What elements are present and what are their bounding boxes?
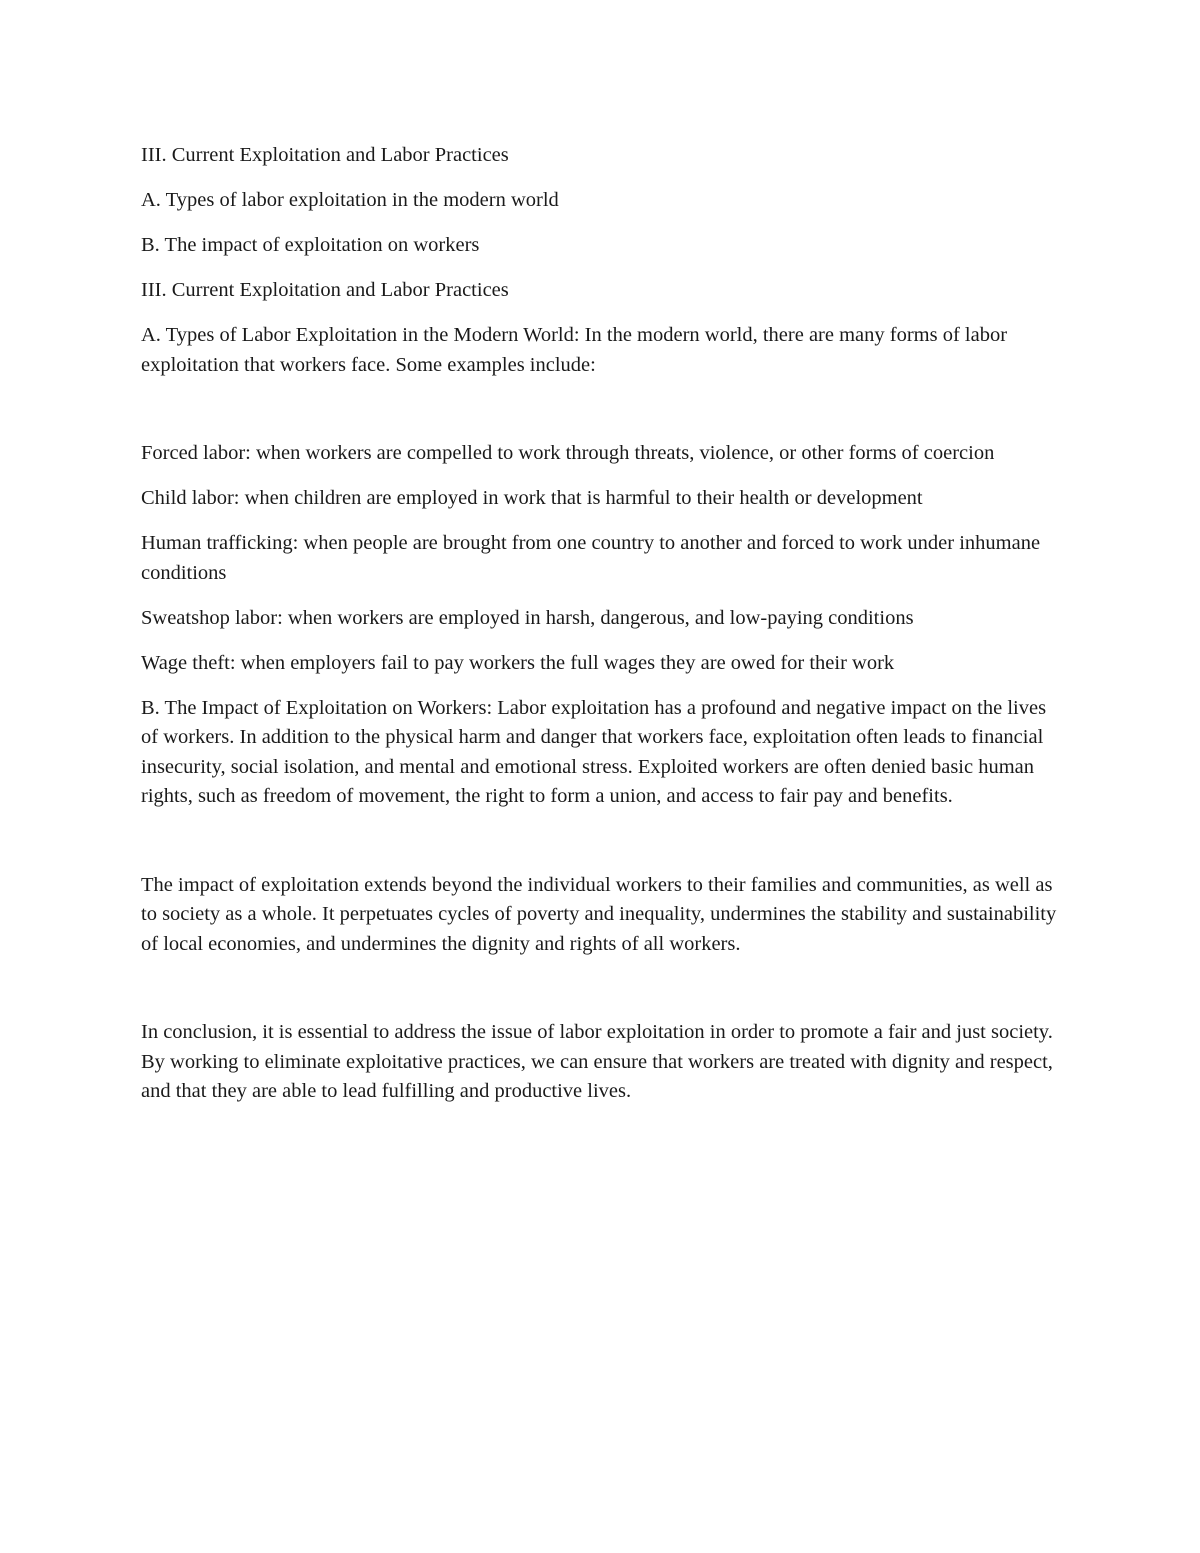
paragraph-wage-theft: Wage theft: when employers fail to pay workers the full wages they are owed for their work [141, 651, 895, 674]
paragraph-child-labor: Child labor: when children are employed in work that is harmful to their health or development [141, 487, 923, 509]
paragraph-types-intro: A. Types of Labor Exploitation in the Modern World: In the modern world, there are many forms of labor exploitation that workers face. Some examples include: [141, 324, 1008, 376]
outline-item-a: A. Types of labor exploitation in the modern world [141, 189, 559, 211]
paragraph-forced-labor: Forced labor: when workers are compelled to work through threats, violence, or other forms of coercion [141, 442, 995, 464]
paragraph-impact-on-workers: B. The Impact of Exploitation on Workers: Labor exploitation has a profound and negative impact on the lives of workers. In addition to the physical harm and danger that workers face, exploitation often leads to financial insecurity, social isolation, and mental and emotional stress. Exploited workers are often denied basic human rights, such as freedom of movement, the right to form a union, and access to fair pay and benefits. [141, 696, 1047, 807]
paragraph-sweatshop-labor: Sweatshop labor: when workers are employed in harsh, dangerous, and low-paying conditions [141, 606, 914, 629]
section-heading: III. Current Exploitation and Labor Practices [141, 144, 509, 166]
paragraph-human-trafficking: Human trafficking: when people are brought from one country to another and forced to work under inhumane conditions [141, 532, 1041, 584]
paragraph-impact-extends: The impact of exploitation extends beyond the individual workers to their families and communities, as well as to society as a whole. It perpetuates cycles of poverty and inequality, undermines the stability and sustainability of local economies, and undermines the dignity and rights of all workers. [141, 873, 1057, 955]
section-heading-repeat: III. Current Exploitation and Labor Practices [141, 279, 509, 301]
document-body [141, 141, 1061, 1107]
paragraph-conclusion: In conclusion, it is essential to address the issue of labor exploitation in order to promote a fair and just society. By working to eliminate exploitative practices, we can ensure that workers are treated with dignity and respect, and that they are able to lead fulfilling and productive lives. [141, 1021, 1053, 1102]
outline-item-b: B. The impact of exploitation on workers [141, 234, 480, 256]
